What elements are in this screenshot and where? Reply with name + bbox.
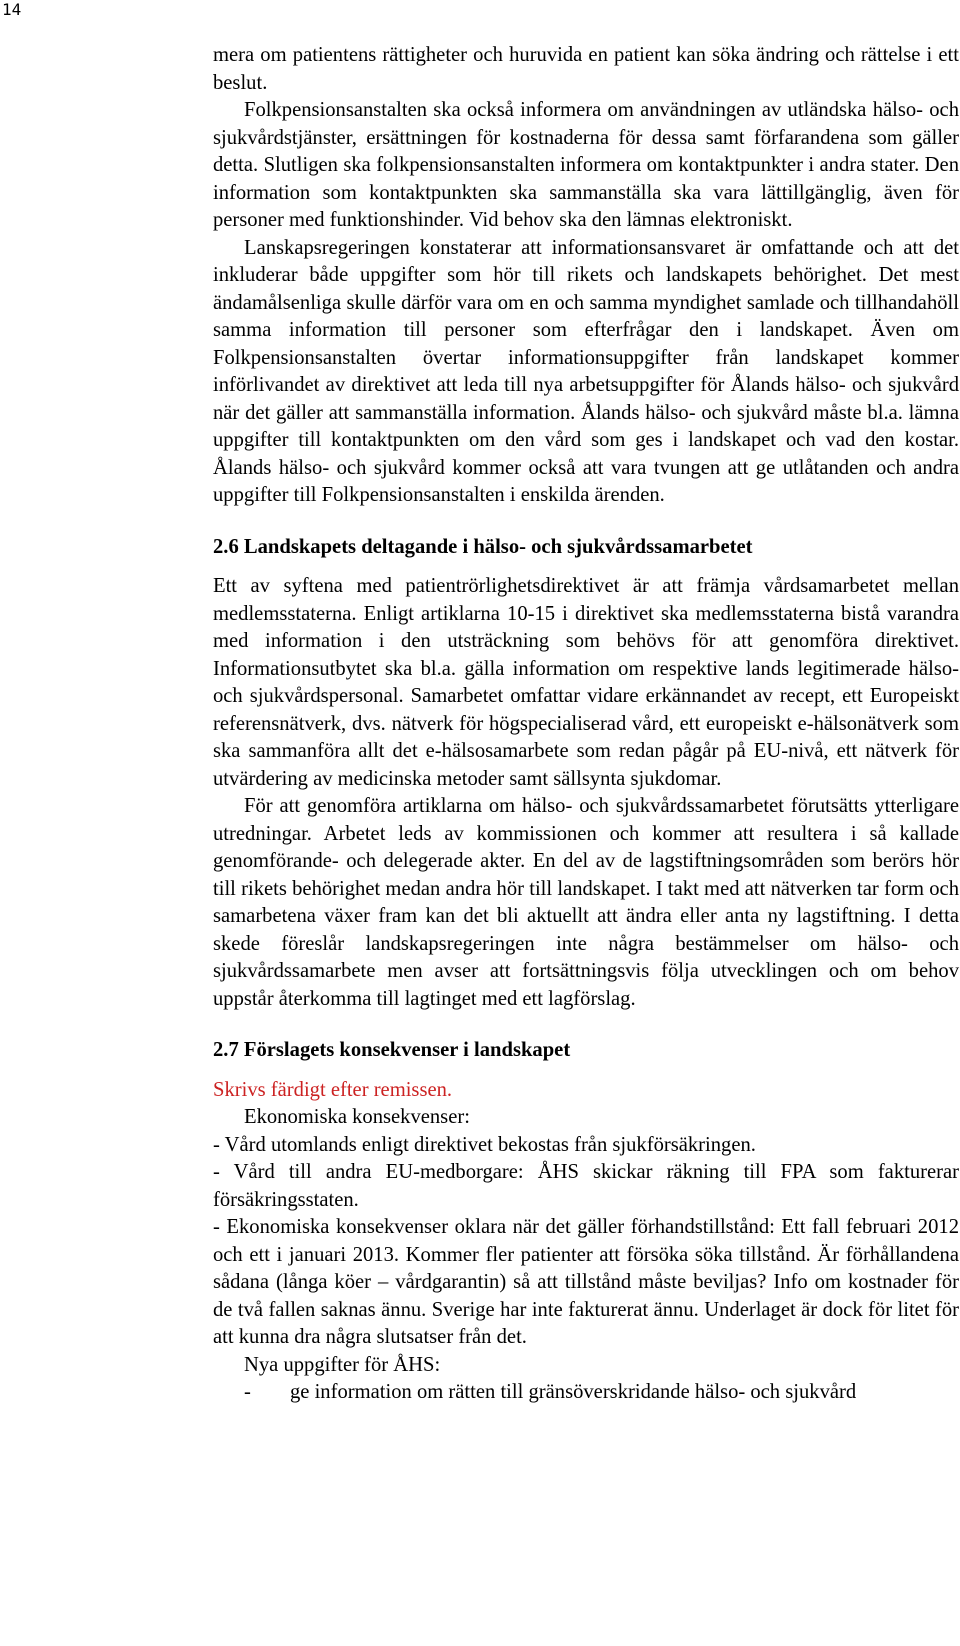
paragraph: För att genomföra artiklarna om hälso- och sjukvårdssamarbetet förutsätts ytterligare utredningar. Arbetet leds av kommissionen och kommer att resultera i så kallade genomförande- och delegerade akter. En del av de lagstiftningsområden som berörs hör till rikets behörighet medan andra hör till landskapet. I takt med att nätverken tar form och samarbetena växer fram kan det bli aktuellt att ändra eller anta ny lagstiftning. I detta skede föreslår landskapsregeringen inte några bestämmelser om hälso- och sjukvårdssamarbete men avser att fortsättningsvis följa utvecklingen och om behov uppstår återkomma till lagtinget med ett lagförslag. — [213, 795, 959, 1010]
paragraph: Ett av syftena med patientrörlighetsdirektivet är att främja vårdsamarbetet mellan medlemsstaterna. Enligt artiklarna 10-15 i direktivet ska medlemsstaterna bistå varandra med information i den utsträckning som behövs för att genomföra direktivet. Informationsutbytet ska bl.a. gälla information om respektive lands legitimerade hälso- och sjukvårdspersonal. Samarbetet omfattar vidare erkännandet av recept, ett Europeiskt referensnätverk, dvs. nätverk för högspecialiserad vård, ett europeiskt e-hälsonätverk som ska sammanföra allt det e-hälsosamarbete som redan pågår på EU-nivå, ett nätverk för utvärdering av medicinska metoder samt sällsynta sjukdomar. — [213, 575, 959, 790]
paragraph: mera om patientens rättigheter och huruvida en patient kan söka ändring och rättelse i ett beslut. — [213, 44, 959, 94]
list-item: - Vård utomlands enligt direktivet bekostas från sjukförsäkringen. — [213, 1133, 756, 1156]
document-body — [213, 42, 959, 1407]
subheading: Nya uppgifter för ÅHS: — [244, 1353, 441, 1376]
section-heading: 2.7 Förslagets konsekvenser i landskapet — [213, 1039, 571, 1061]
paragraph: Lanskapsregeringen konstaterar att informationsansvaret är omfattande och att det inkluderar både uppgifter som hör till rikets och landskapets behörighet. Det mest ändamålsenliga skulle därför vara om en och samma myndighet samlade och tillhandahöll samma information till personer som efterfrågar den i landskapet. Även om Folkpensionsanstalten övertar informationsuppgifter från landskapet kommer införlivandet av direktivet att leda till nya arbetsuppgifter för Ålands hälso- och sjukvård när det gäller att sammanställa information. Ålands hälso- och sjukvård måste bl.a. lämna uppgifter till kontaktpunkten om den vård som ges i landskapet och vad den kostar. Ålands hälso- och sjukvård kommer också att vara tvungen att ge utlåtanden och andra uppgifter till Folkpensionsanstalten i enskilda ärenden. — [213, 236, 959, 506]
subheading: Ekonomiska konsekvenser: — [244, 1106, 470, 1128]
list-item: - Vård till andra EU-medborgare: ÅHS skickar räkning till FPA som fakturerar försäkringsstaten. — [213, 1161, 959, 1211]
paragraph: Folkpensionsanstalten ska också informera om användningen av utländska hälso- och sjukvårdstjänster, ersättningen för kostnaderna för dessa samt förfarandena som gäller detta. Slutligen ska folkpensionsanstalten informera om kontaktpunkter i andra stater. Den information som kontaktpunkten ska sammanställa ska vara lättillgänglig, även för personer med funktionshinder. Vid behov ska den lämnas elektroniskt. — [213, 99, 959, 231]
editor-note: Skrivs färdigt efter remissen. — [213, 1078, 453, 1101]
section-heading: 2.6 Landskapets deltagande i hälso- och sjukvårdssamarbetet — [213, 535, 753, 558]
bullet-dash: - — [244, 1381, 251, 1403]
bullet-text: ge information om rätten till gränsöverskridande hälso- och sjukvård — [290, 1381, 857, 1403]
bullet-item — [213, 1379, 959, 1407]
page-number: 14 — [2, 0, 22, 19]
list-item: - Ekonomiska konsekvenser oklara när det gäller förhandstillstånd: Ett fall februari 2012 och ett i januari 2013. Kommer fler patienter att försöka söka tillstånd. Är förhållandena sådana (långa köer – vårdgarantin) så att tillstånd måste beviljas? Info om kostnader för de två fallen saknas ännu. Sverige har inte fakturerat ännu. Underlaget är dock för litet för att kunna dra några slutsatser från det. — [213, 1216, 959, 1348]
